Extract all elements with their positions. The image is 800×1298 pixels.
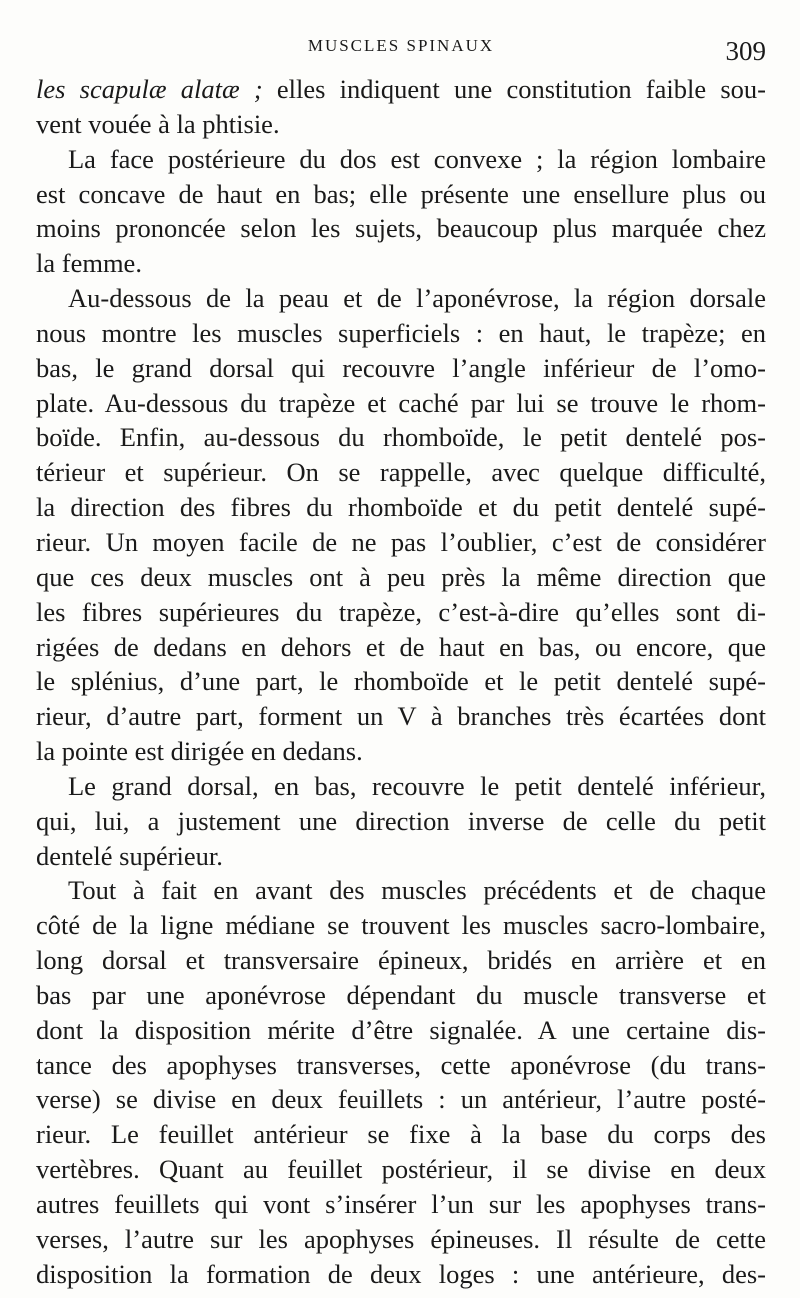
text-line: nous montre les muscles superficiels : en haut, le trapèze; en [36, 317, 766, 348]
text-line: bas par une aponévrose dépendant du muscle transverse et [36, 979, 766, 1010]
text-line: autres feuillets qui vont s’insérer l’un sur les apophyses trans- [36, 1189, 766, 1219]
text-line: côté de la ligne médiane se trouvent les muscles sacro-lombaire, [36, 910, 766, 941]
text-line: moins prononcée selon les sujets, beaucoup plus marquée chez [36, 213, 766, 244]
text-line: que ces deux muscles ont à peu près la même direction que [36, 561, 766, 592]
running-title: MUSCLES SPINAUX [307, 36, 495, 55]
text-line: bas, le grand dorsal qui recouvre l’angle inférieur de l’omo- [36, 352, 766, 383]
text-line: verses, l’autre sur les apophyses épineuses. Il résulte de cette [36, 1223, 766, 1254]
text-line: Tout à fait en avant des muscles précédents et de chaque [68, 875, 766, 906]
body-text [36, 72, 766, 1292]
text-line: la femme. [36, 248, 142, 279]
text-line: rigées de dedans en dehors et de haut en bas, ou encore, que [36, 631, 766, 662]
text-line: le splénius, d’une part, le rhomboïde et le petit dentelé supé- [36, 666, 766, 697]
text-line: dont la disposition mérite d’être signalée. A une certaine dis- [36, 1014, 766, 1045]
text-line: plate. Au-dessous du trapèze et caché par lui se trouve le rhom- [36, 387, 766, 418]
text-line: qui, lui, a justement une direction inverse de celle du petit [36, 805, 766, 836]
text-line [36, 72, 766, 107]
text-line: vertèbres. Quant au feuillet postérieur, il se divise en deux [36, 1154, 766, 1185]
text-line: Au-dessous de la peau et de l’aponévrose, la région dorsale [68, 283, 766, 314]
text-line: boïde. Enfin, au-dessous du rhomboïde, le petit dentelé pos- [36, 422, 766, 453]
text-line: rieur. Le feuillet antérieur se fixe à la base du corps des [36, 1119, 766, 1150]
text-line: rieur. Un moyen facile de ne pas l’oublier, c’est de considérer [36, 526, 766, 557]
text-line: est concave de haut en bas; elle présente une ensellure plus ou [36, 178, 766, 209]
running-head [36, 30, 766, 66]
text-line: Le grand dorsal, en bas, recouvre le petit dentelé inférieur, [68, 770, 766, 801]
text-line: rieur, d’autre part, forment un V à branches très écartées dont [36, 701, 766, 732]
text-line: long dorsal et transversaire épineux, bridés en arrière et en [36, 945, 766, 976]
text-line: les fibres supérieures du trapèze, c’est-à-dire qu’elles sont di- [36, 596, 766, 627]
text-line: tance des apophyses transverses, cette aponévrose (du trans- [36, 1049, 766, 1080]
text-line: vent vouée à la phtisie. [36, 108, 280, 139]
page-number: 309 [725, 36, 766, 66]
text-line: dentelé supérieur. [36, 840, 223, 871]
italic-term: les scapulæ alatæ ; [36, 74, 263, 104]
text-line: térieur et supérieur. On se rappelle, avec quelque difficulté, [36, 457, 766, 488]
line-text: elles indiquent une constitution faible sou- [262, 74, 766, 104]
text-line: la direction des fibres du rhomboïde et du petit dentelé supé- [36, 492, 766, 523]
text-line: la pointe est dirigée en dedans. [36, 736, 363, 767]
text-line: verse) se divise en deux feuillets : un antérieur, l’autre posté- [36, 1084, 766, 1115]
text-line: disposition la formation de deux loges : une antérieure, des- [36, 1258, 766, 1289]
text-line: La face postérieure du dos est convexe ; la région lombaire [68, 143, 766, 174]
